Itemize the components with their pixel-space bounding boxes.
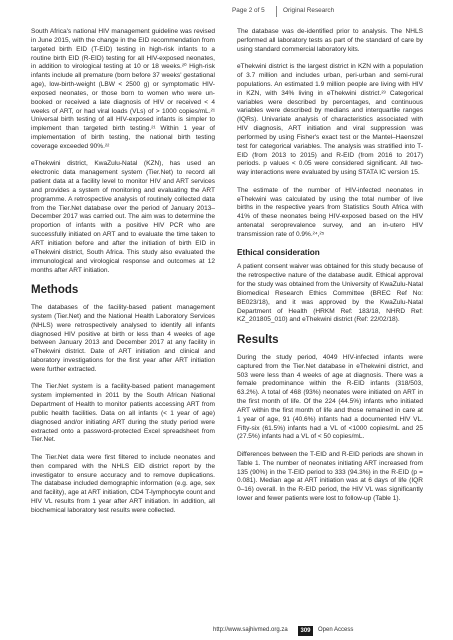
methods-heading: Methods [31,283,79,296]
methods-paragraph-6: The estimate of the number of HIV-infected neonates in eThekwini was calculated by using the total number of live births in the respective years from Statistics South Africa with 41% of these neonates being HIV-exposed based on the HIV antenatal seroprevalence survey, and an in-utero HIV transmission rate of 0.9%.²⁴,²⁵ [237,186,423,238]
intro-paragraph-1: South Africa's national HIV management guideline was revised in June 2015, with the change in the EID recommendation from targeted birth EID (T-EID) testing in high-risk infants to a routine birth EID (R-EID) testing for all HIV-exposed neonates, in addition to virological testing at 10 or 18 weeks.²⁰ High-risk infants include all premature (born before 37 weeks' gestational age), low-birth-weight (LBW < 2500 g) or symptomatic HIV-exposed neonates, or those born to women who were un-booked or received a late diagnosis of HIV or received < 4 weeks of ART, or had viral loads (VLs) of > 1000 copies/mL.²¹ Universal birth testing of all HIV-exposed infants is simpler to implement than targeted birth testing.²¹ Within 1 year of implementation of birth testing, the national birth testing coverage exceeded 90%.²² [31,28,215,150]
open-access-label: Open Access [318,627,354,633]
page-header [0,6,453,20]
methods-paragraph-1: The databases of the facility-based patient management system (Tier.Net) and the National Health Laboratory Services (NHLS) were retrospectively analysed to identify all infants diagnosed HIV positive at birth or less than 4 weeks of age between January 2013 and December 2017 at any facility in eThekwini district. Date of ART initiation and clinical and laboratory investigations for the first year after ART initiation were further extracted. [31,303,215,373]
methods-paragraph-3: The Tier.Net data were first filtered to include neonates and then compared with the NHLS EID district report by the investigator to ensure accuracy and to remove duplications. The database included demographic information (e.g. age, sex and facility), age at ART initiation, CD4 T-lymphocyte count and HIV VL results from 1 year after ART initiation. In addition, all biochemical laboratory test results were collected. [31,453,215,514]
left-column [31,28,215,516]
page-label: Page 2 of 5 [232,7,265,14]
page-footer [0,627,453,639]
journal-url-link[interactable]: http://www.sajhivmed.org.za [213,627,288,633]
results-heading: Results [237,333,279,346]
methods-paragraph-4: The database was de-identified prior to analysis. The NHLS performed all laboratory tests as part of the standard of care by using standard commercial laboratory kits. [237,28,423,53]
results-paragraph-2: Differences between the T-EID and R-EID periods are shown in Table 1. The number of neonates initiating ART increased from 135 (90%) in the T-EID period to 333 (94.3%) in the R-EID (p = 0.081). Median age at ART initiation was at 6 days of life (IQR 0–16) overall. In the R-EID period, the HIV VL was significantly lower and fewer patients were lost to follow-up (Table 1). [237,450,423,503]
page-number-badge: 309 [298,626,313,636]
intro-paragraph-2: eThekwini district, KwaZulu-Natal (KZN), has used an electronic data management system (Tier.Net) to record all patient data at a facility level to monitor HIV and ART services and provides a system of monitoring and evaluating the ART programme. A retrospective analysis of routinely collected data from the Tier.Net database over the period of January 2013–December 2017 was carried out. The aim was to determine the proportion of infants with a positive HIV PCR who are successfully initiated on ART and to evaluate the time taken to ART initiation before and after the initiation of birth EID in eThekwini district, South Africa. This study also evaluated the immunological and virological response and outcomes at 12 months after ART initiation. [31,160,215,274]
ethics-heading: Ethical consideration [237,248,320,258]
right-column [237,28,423,504]
methods-paragraph-5: eThekwini district is the largest district in KZN with a population of 3.7 million and includes urban, peri-urban and semi-rural populations. An estimated 1.9 million people are living with HIV in KZN, with 34% living in eThekwini district.²³ Categorical variables were described by percentages, and continuous variables were described by medians and interquartile ranges (IQRs). Univariate analysis of characteristics associated with HIV diagnosis, ART initiation and viral suppression was performed by using Fisher's exact test or the Mantel–Haenszel test for categorical variables. The analysis was stratified into T-EID (from 2013 to 2015) and R-EID (from 2016 to 2017) periods. p values < 0.05 were considered significant. All two-way interactions were evaluated by using STATA IC version 15. [237,63,423,177]
header-divider [276,6,277,17]
methods-paragraph-2: The Tier.Net system is a facility-based patient management system implemented in 2011 by the South African National Department of Health to monitor patients accessing ART from public health facilities. Data on all infants (< 1 year of age) diagnosed and/or initiating ART during the study period were extracted onto a password-protected Excel spreadsheet from Tier.Net. [31,383,215,444]
ethics-paragraph: A patient consent waiver was obtained for this study because of the retrospective nature of the database audit. Ethical approval for the study was obtained from the University of KwaZulu-Natal Biomedical Research Ethics Committee (BREC Ref No: BE023/18), and it was approved by the KwaZulu-Natal Department of Health (HRKM Ref: 183/18, NHRD Ref: KZ_201805_010) and eThekwini district (Ref: 22/02/18). [237,263,423,324]
results-paragraph-1: During the study period, 4049 HIV-infected infants were captured from the Tier.Net database in eThekwini district, and 503 were less than 4 weeks of age at diagnosis. There was a female predominance within the R-EID infants (318/503, 63.2%). A total of 468 (93%) neonates were initiated on ART in the first month of life. Of the 224 (44.5%) infants who initiated ART within the first month of life and those remained in care at 1 year of age, 91 (40.6%) infants had a documented HIV VL. Fifty-six (61.5%) infants had a VL of <1000 copies/mL and 25 (27.5%) infants had a VL of < 50 copies/mL. [237,353,423,441]
article-type: Original Research [283,7,335,14]
